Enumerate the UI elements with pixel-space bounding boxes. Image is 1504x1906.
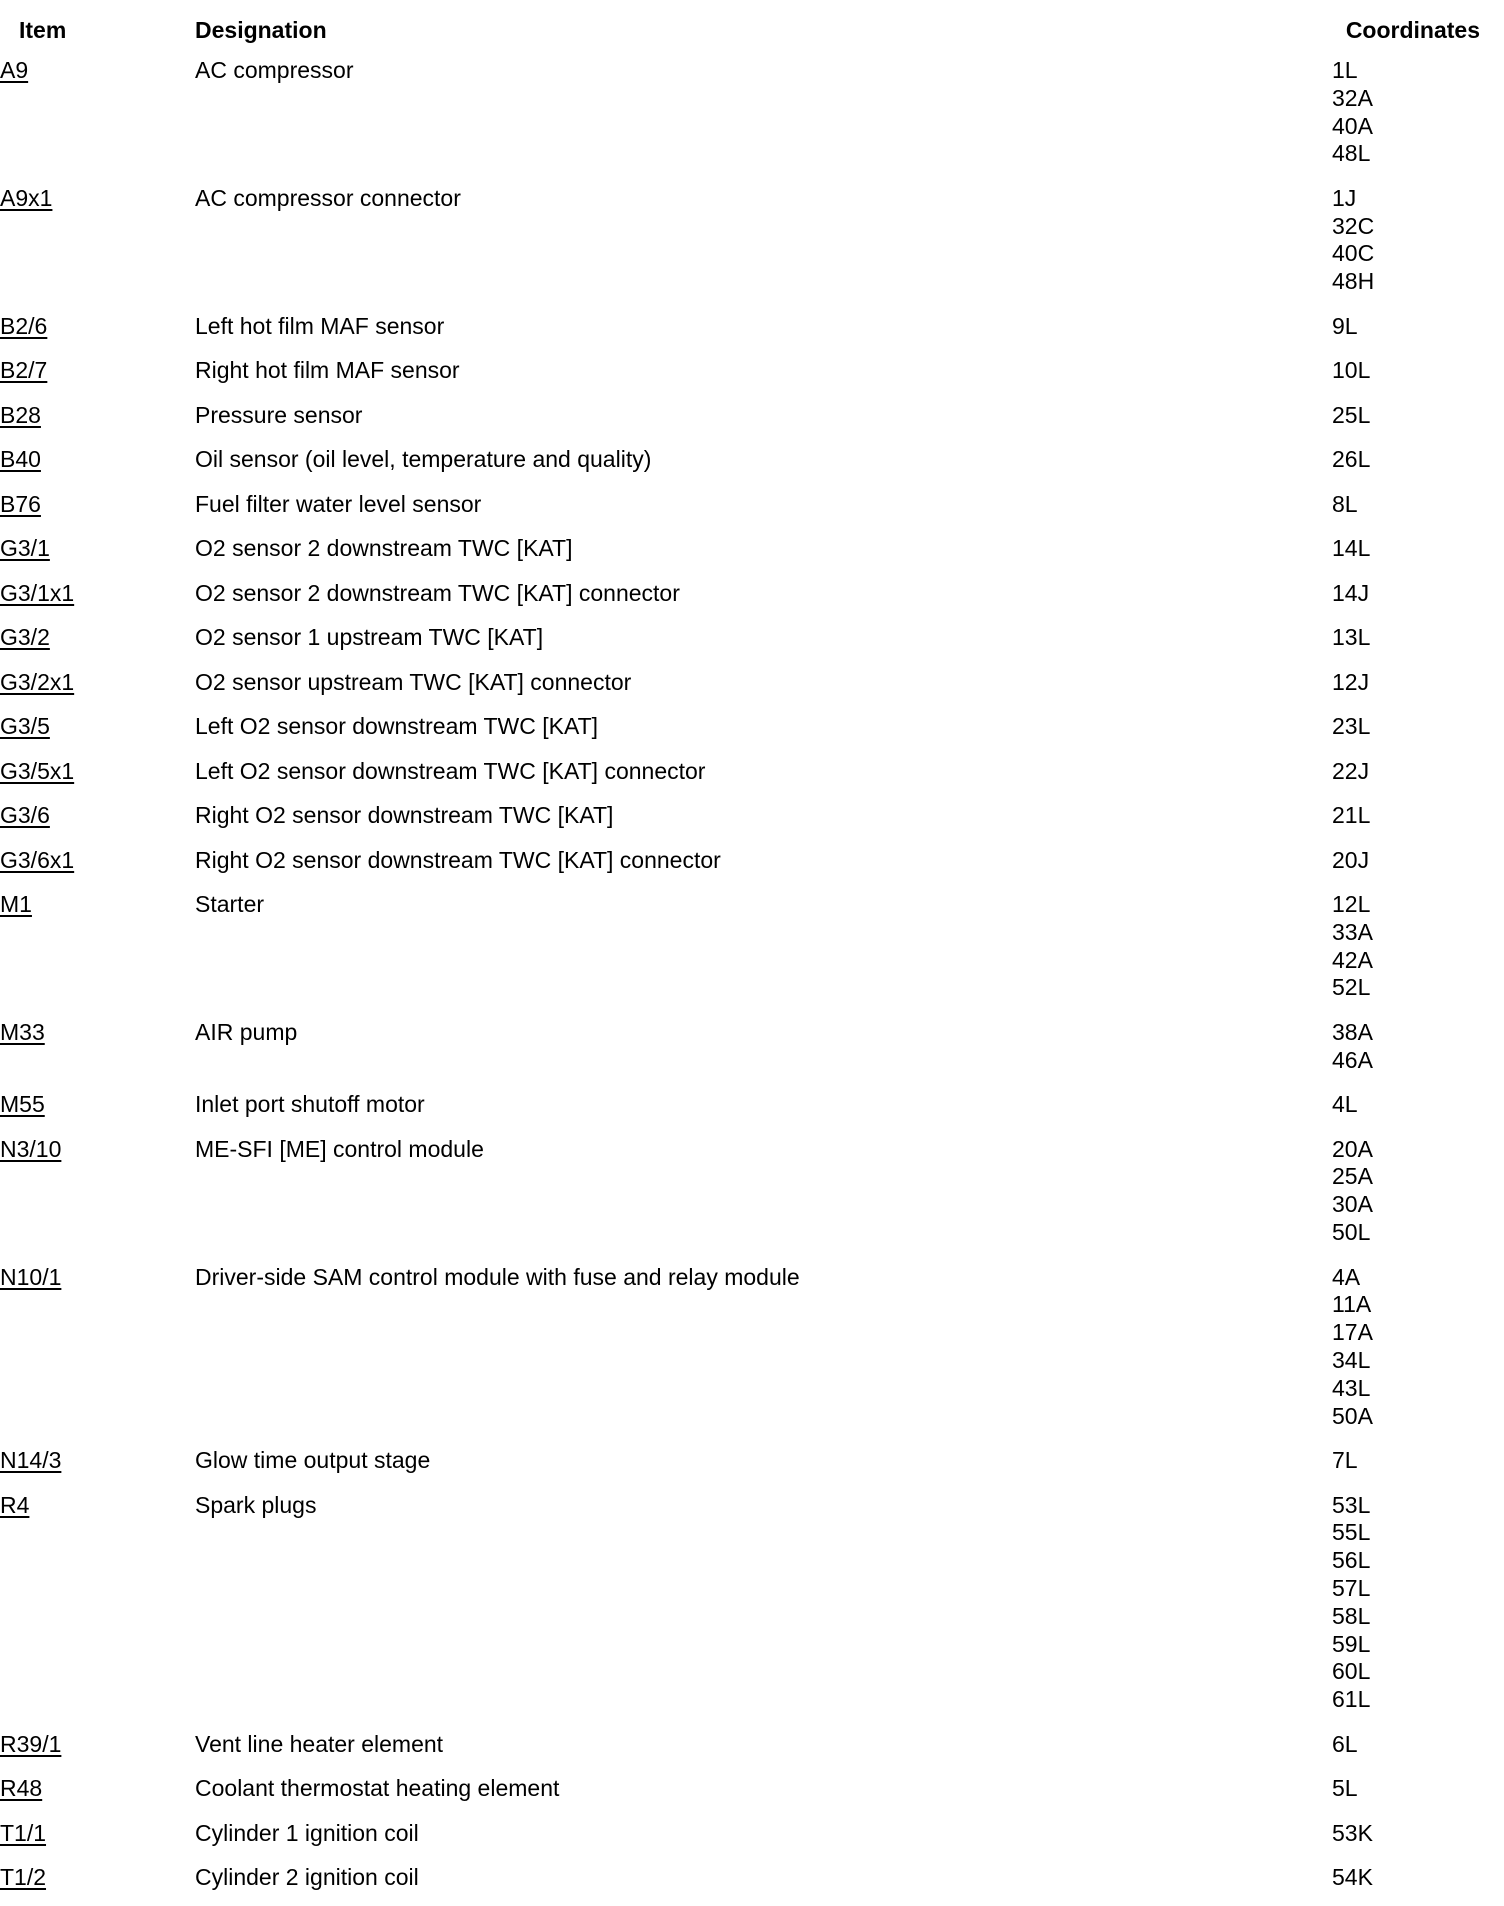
designation-cell: Glow time output stage xyxy=(195,1447,431,1474)
item-link[interactable]: A9x1 xyxy=(0,184,53,211)
coordinate-value: 59L xyxy=(1332,1630,1371,1657)
coordinates-cell xyxy=(1332,799,1504,843)
item-link[interactable]: G3/2 xyxy=(0,624,50,651)
coordinate-value: 57L xyxy=(1332,1574,1371,1601)
coordinates-cell xyxy=(1332,1817,1504,1861)
designation-cell: Right hot film MAF sensor xyxy=(195,357,460,384)
coordinates-cell xyxy=(1332,1261,1504,1444)
coordinate-value: 4A xyxy=(1332,1263,1361,1290)
item-link[interactable]: M1 xyxy=(0,891,32,918)
item-cell xyxy=(0,1133,195,1261)
designation-cell: O2 sensor 1 upstream TWC [KAT] xyxy=(195,624,544,651)
coordinate-value: 46A xyxy=(1332,1046,1373,1073)
coordinate-value: 38A xyxy=(1332,1018,1373,1045)
table-row xyxy=(0,577,1504,621)
coordinate-value: 40C xyxy=(1332,240,1375,267)
item-cell xyxy=(0,577,195,621)
table-row xyxy=(0,755,1504,799)
designation-cell: ME-SFI [ME] control module xyxy=(195,1135,484,1162)
designation-cell: Left hot film MAF sensor xyxy=(195,312,445,339)
item-cell xyxy=(0,1088,195,1132)
designation-cell: Cylinder 1 ignition coil xyxy=(195,1819,419,1846)
item-cell xyxy=(0,1817,195,1861)
coordinates-cell xyxy=(1332,1861,1504,1905)
coordinate-value: 56L xyxy=(1332,1547,1371,1574)
item-cell xyxy=(0,755,195,799)
item-cell xyxy=(0,1772,195,1816)
item-link[interactable]: R39/1 xyxy=(0,1730,62,1757)
coordinates-cell xyxy=(1332,443,1504,487)
table-row xyxy=(0,488,1504,532)
item-cell xyxy=(0,310,195,354)
designation-cell: Vent line heater element xyxy=(195,1730,444,1757)
component-table xyxy=(0,54,1504,1906)
item-link[interactable]: R4 xyxy=(0,1491,30,1518)
coordinate-value: 58L xyxy=(1332,1602,1371,1629)
coordinates-cell xyxy=(1332,54,1504,182)
coordinates-cell xyxy=(1332,666,1504,710)
coordinates-cell xyxy=(1332,1016,1504,1088)
coordinates-cell xyxy=(1332,1133,1504,1261)
table-row xyxy=(0,1772,1504,1816)
coordinate-value: 52L xyxy=(1332,974,1371,1001)
item-link[interactable]: G3/1x1 xyxy=(0,579,75,606)
item-cell xyxy=(0,182,195,310)
coordinate-value: 1J xyxy=(1332,184,1357,211)
table-row xyxy=(0,182,1504,310)
table-row xyxy=(0,666,1504,710)
coordinate-value: 48H xyxy=(1332,268,1375,295)
coordinate-value: 26L xyxy=(1332,446,1371,473)
item-cell xyxy=(0,1261,195,1444)
coordinates-cell xyxy=(1332,1772,1504,1816)
coordinate-value: 53L xyxy=(1332,1491,1371,1518)
designation-cell: Fuel filter water level sensor xyxy=(195,490,482,517)
item-cell xyxy=(0,666,195,710)
coordinate-value: 48L xyxy=(1332,140,1371,167)
item-link[interactable]: B40 xyxy=(0,446,41,473)
coordinates-cell xyxy=(1332,1088,1504,1132)
coordinate-value: 7L xyxy=(1332,1447,1358,1474)
table-row xyxy=(0,1016,1504,1088)
item-link[interactable]: R48 xyxy=(0,1775,43,1802)
item-link[interactable]: T1/2 xyxy=(0,1864,47,1891)
item-cell xyxy=(0,488,195,532)
coordinates-cell xyxy=(1332,1728,1504,1772)
coordinate-value: 34L xyxy=(1332,1346,1371,1373)
coordinates-cell xyxy=(1332,182,1504,310)
coordinate-value: 50L xyxy=(1332,1219,1371,1246)
coordinate-value: 12L xyxy=(1332,891,1371,918)
table-row xyxy=(0,1817,1504,1861)
item-link[interactable]: G3/6x1 xyxy=(0,846,75,873)
header-designation: Designation xyxy=(195,17,327,43)
item-cell xyxy=(0,354,195,398)
item-cell xyxy=(0,1489,195,1728)
item-cell xyxy=(0,710,195,754)
item-cell xyxy=(0,1861,195,1905)
item-cell xyxy=(0,54,195,182)
coordinate-value: 61L xyxy=(1332,1686,1371,1713)
table-row xyxy=(0,1444,1504,1488)
header-coordinates: Coordinates xyxy=(1345,17,1480,43)
table-row xyxy=(0,532,1504,576)
table-row xyxy=(0,443,1504,487)
coordinates-cell xyxy=(1332,354,1504,398)
coordinates-cell xyxy=(1332,621,1504,665)
table-row xyxy=(0,888,1504,1016)
designation-cell: O2 sensor 2 downstream TWC [KAT] connector xyxy=(195,579,680,606)
coordinate-value: 40A xyxy=(1332,112,1373,139)
item-link[interactable]: G3/2x1 xyxy=(0,668,75,695)
item-link[interactable]: G3/5x1 xyxy=(0,757,75,784)
item-link[interactable]: M55 xyxy=(0,1091,45,1118)
table-row xyxy=(0,710,1504,754)
designation-cell: Left O2 sensor downstream TWC [KAT] connector xyxy=(195,757,706,784)
coordinate-value: 21L xyxy=(1332,802,1371,829)
coordinate-value: 13L xyxy=(1332,624,1371,651)
coordinate-value: 6L xyxy=(1332,1730,1358,1757)
coordinate-value: 25L xyxy=(1332,401,1371,428)
coordinate-value: 14J xyxy=(1332,579,1370,606)
item-cell xyxy=(0,844,195,888)
item-cell xyxy=(0,399,195,443)
item-link[interactable]: N10/1 xyxy=(0,1263,62,1290)
coordinates-cell xyxy=(1332,399,1504,443)
item-link[interactable]: M33 xyxy=(0,1018,45,1045)
item-link[interactable]: G3/1 xyxy=(0,535,50,562)
coordinate-value: 4L xyxy=(1332,1091,1358,1118)
coordinate-value: 10L xyxy=(1332,357,1371,384)
coordinate-value: 22J xyxy=(1332,757,1370,784)
coordinate-value: 8L xyxy=(1332,490,1358,517)
coordinate-value: 30A xyxy=(1332,1191,1373,1218)
designation-cell: Oil sensor (oil level, temperature and quality) xyxy=(195,446,652,473)
coordinates-cell xyxy=(1332,844,1504,888)
table-row xyxy=(0,1261,1504,1444)
designation-cell: AIR pump xyxy=(195,1018,298,1045)
coordinate-value: 55L xyxy=(1332,1519,1371,1546)
coordinates-cell xyxy=(1332,755,1504,799)
coordinate-value: 60L xyxy=(1332,1658,1371,1685)
coordinate-value: 53K xyxy=(1332,1819,1373,1846)
coordinates-cell xyxy=(1332,310,1504,354)
coordinate-value: 9L xyxy=(1332,312,1358,339)
coordinate-value: 54K xyxy=(1332,1864,1373,1891)
designation-cell: Right O2 sensor downstream TWC [KAT] xyxy=(195,802,614,829)
item-link[interactable]: B2/6 xyxy=(0,312,48,339)
coordinate-value: 25A xyxy=(1332,1163,1373,1190)
table-row xyxy=(0,621,1504,665)
item-cell xyxy=(0,532,195,576)
designation-cell: Left O2 sensor downstream TWC [KAT] xyxy=(195,713,599,740)
coordinate-value: 33A xyxy=(1332,918,1373,945)
table-row xyxy=(0,1728,1504,1772)
coordinate-value: 11A xyxy=(1332,1291,1372,1318)
coordinate-value: 14L xyxy=(1332,535,1371,562)
table-row xyxy=(0,1489,1504,1728)
designation-cell: Coolant thermostat heating element xyxy=(195,1775,560,1802)
coordinate-value: 50A xyxy=(1332,1402,1373,1429)
coordinate-value: 1L xyxy=(1332,57,1358,83)
coordinate-value: 42A xyxy=(1332,946,1373,973)
coordinates-cell xyxy=(1332,577,1504,621)
coordinate-value: 32A xyxy=(1332,84,1373,111)
coordinates-cell xyxy=(1332,888,1504,1016)
coordinates-cell xyxy=(1332,1444,1504,1488)
designation-cell: Spark plugs xyxy=(195,1491,317,1518)
designation-cell: Cylinder 2 ignition coil xyxy=(195,1864,419,1891)
coordinates-cell xyxy=(1332,1489,1504,1728)
designation-cell: Inlet port shutoff motor xyxy=(195,1091,425,1118)
item-cell xyxy=(0,1444,195,1488)
item-cell xyxy=(0,621,195,665)
item-link[interactable]: B76 xyxy=(0,490,41,517)
designation-cell: AC compressor connector xyxy=(195,184,461,211)
item-link[interactable]: A9 xyxy=(0,57,29,83)
table-row xyxy=(0,54,1504,182)
item-link[interactable]: T1/1 xyxy=(0,1819,47,1846)
header-item: Item xyxy=(19,17,67,43)
table-row xyxy=(0,1088,1504,1132)
coordinate-value: 43L xyxy=(1332,1374,1371,1401)
designation-cell: AC compressor xyxy=(195,57,354,83)
coordinate-value: 20A xyxy=(1332,1135,1373,1162)
designation-cell: O2 sensor 2 downstream TWC [KAT] xyxy=(195,535,573,562)
item-link[interactable]: B2/7 xyxy=(0,357,48,384)
designation-cell: Pressure sensor xyxy=(195,401,363,428)
table-row xyxy=(0,1133,1504,1261)
coordinates-cell xyxy=(1332,532,1504,576)
designation-cell: Right O2 sensor downstream TWC [KAT] connector xyxy=(195,846,721,873)
item-link[interactable]: N3/10 xyxy=(0,1135,62,1162)
designation-cell: O2 sensor upstream TWC [KAT] connector xyxy=(195,668,632,695)
table-row xyxy=(0,354,1504,398)
coordinate-value: 12J xyxy=(1332,668,1370,695)
table-row xyxy=(0,1861,1504,1905)
coordinates-cell xyxy=(1332,710,1504,754)
item-link[interactable]: N14/3 xyxy=(0,1447,62,1474)
table-row xyxy=(0,310,1504,354)
coordinates-cell xyxy=(1332,488,1504,532)
item-link[interactable]: G3/5 xyxy=(0,713,50,740)
coordinate-value: 32C xyxy=(1332,212,1375,239)
item-link[interactable]: G3/6 xyxy=(0,802,50,829)
coordinate-value: 17A xyxy=(1332,1319,1373,1346)
coordinate-value: 20J xyxy=(1332,846,1370,873)
item-link[interactable]: B28 xyxy=(0,401,41,428)
item-cell xyxy=(0,1728,195,1772)
table-row xyxy=(0,844,1504,888)
designation-cell: Starter xyxy=(195,891,265,918)
coordinate-value: 23L xyxy=(1332,713,1371,740)
item-cell xyxy=(0,799,195,843)
component-table-body xyxy=(0,54,1504,1906)
designation-cell: Driver-side SAM control module with fuse and relay module xyxy=(195,1263,800,1290)
item-cell xyxy=(0,1016,195,1088)
item-cell xyxy=(0,888,195,1016)
coordinate-value: 5L xyxy=(1332,1775,1358,1802)
item-cell xyxy=(0,443,195,487)
table-row xyxy=(0,399,1504,443)
table-row xyxy=(0,799,1504,843)
